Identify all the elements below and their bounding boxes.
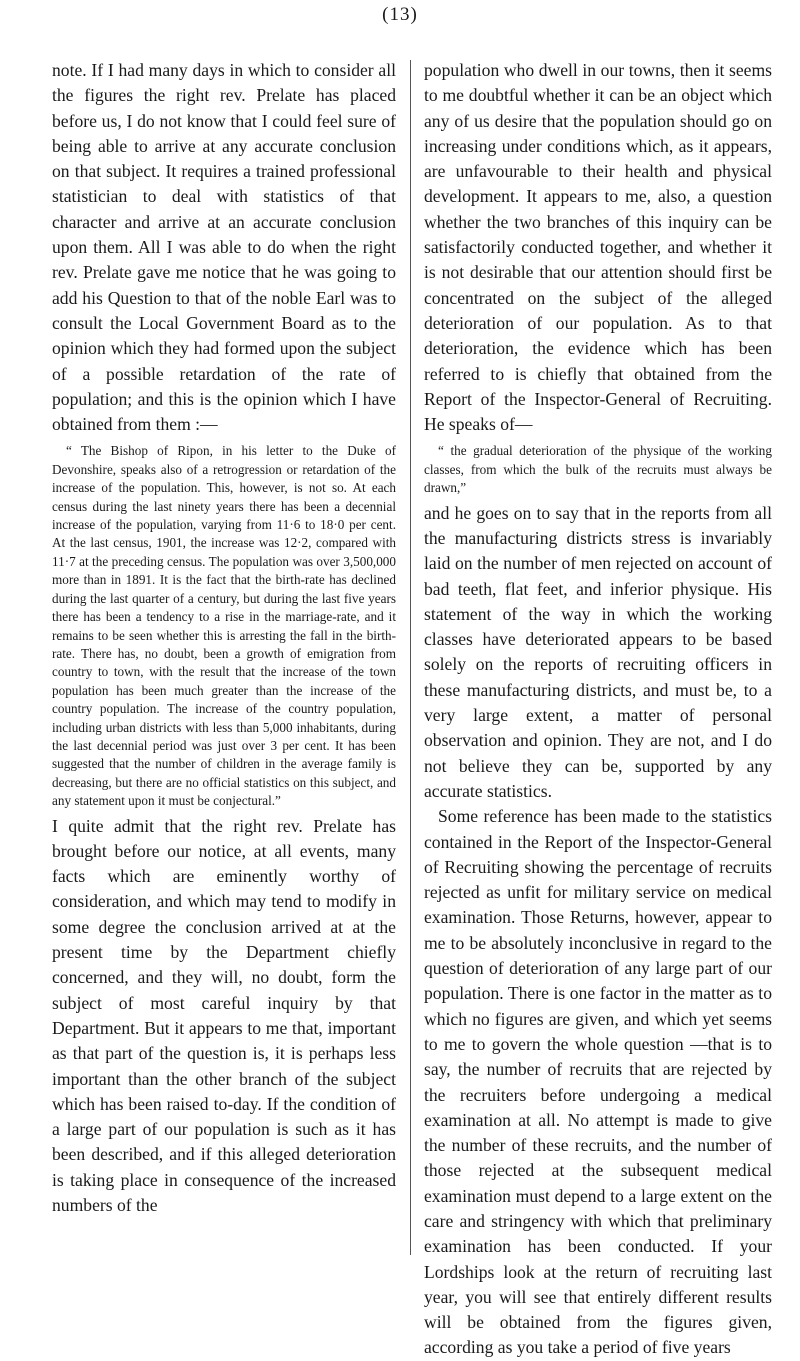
column-divider (410, 60, 411, 1255)
page-number: (13) (382, 4, 418, 25)
left-paragraph-1: note. If I had many days in which to consider all the figures the right rev. Prelate has placed before us, I do not know that I could feel sure of being able to arrive at any accurate conclusion on that subject. It requires a trained professional statistician to deal with statistics of that character and arrive at an accurate conclusion upon them. All I was able to do when the right rev. Prelate gave me notice that he was going to add his Question to that of the noble Earl was to consult the Local Government Board as to the opinion which they had formed upon the subject of a possible retardation of the rate of population; and this is the opinion which I have obtained from them :— (52, 60, 396, 435)
right-paragraph-3: Some reference has been made to the statistics contained in the Report of the Inspector-General of Recruiting showing the percentage of recruits rejected as unfit for military service on medical examination. Those Returns, however, appear to me to be absolutely inconclusive in regard to the question of deterioration of any large part of our population. There is one factor in the matter as to which no figures are given, and which yet seems to me to govern the whole question —that is to say, the number of recruits that are rejected by the recruiters before undergoing a medical examination at all. No attempt is made to give the number of these recruits, and the number of those rejected at the subsequent medical examination must depend to a large extent on the care and stringency with which that preliminary examination has been conducted. If your Lordships look at the return of recruiting last year, you will see that entirely different results will be obtained from the figures given, according as you take a period of five years (424, 806, 772, 1358)
right-block-quote: “ the gradual deterioration of the physique of the working classes, from which the bulk of the recruits must always be drawn,” (424, 443, 772, 496)
left-block-quote: “ The Bishop of Ripon, in his letter to the Duke of Devonshire, speaks also of a retrogression or retardation of the increase of the population. This, however, is not so. At each census during the last ninety years there has been a decennial increase of the population, varying from 11·6 to 18·0 per cent. At the last census, 1901, the increase was 12·2, compared with 11·7 at the preceding census. The population was over 3,500,000 more than in 1891. It is the fact that the birth-rate has declined during the last quarter of a century, but during the last five years there has been a tendency to a rise in the marriage-rate, and it remains to be seen whether this is arresting the fall in the birth-rate. There has, no doubt, been a growth of emigration from country to town, with the result that the increase of the town population has been much greater than the increase of the country population. The increase of the country population, including urban districts with less than 5,000 inhabitants, during the last decennial period was just over 3 per cent. It has been suggested that the number of children in the average family is decreasing, but there are no official statistics on this subject, and any statement upon it must be conjectural.” (52, 443, 396, 809)
right-column (424, 58, 772, 1361)
right-paragraph-1: population who dwell in our towns, then it seems to me doubtful whether it can be an object which any of us desire that the population should go on increasing under conditions which, as it appears, are unfavourable to their health and physical development. It appears to me, also, a question whether the two branches of this inquiry can be satisfactorily conducted together, and whether it is not desirable that our attention should first be concentrated on the subject of the alleged deterioration of our population. As to that deterioration, the evidence which has been referred to is chiefly that obtained from the Report of the Inspector-General of Recruiting. He speaks of— (424, 60, 772, 435)
left-paragraph-2: I quite admit that the right rev. Prelate has brought before our notice, at all events, many facts which are eminently worthy of consideration, and which may tend to modify in some degree the conclusion arrived at at the present time by the Department chiefly concerned, and they will, no doubt, form the subject of most careful inquiry by that Department. But it appears to me that, important as that part of the question is, it is perhaps less important than the other branch of the subject which has been raised to-day. If the condition of a large part of our population is such as it has been described, and if this alleged deterioration is taking place in consequence of the increased numbers of the (52, 815, 396, 1216)
left-column (52, 58, 396, 1218)
right-paragraph-2: and he goes on to say that in the reports from all the manufacturing districts stress is invariably laid on the number of men rejected on account of bad teeth, flat feet, and inferior physique. His statement of the way in which the working classes have deteriorated appears to be based solely on the reports of recruiting officers in these manufacturing districts, and must be, to a very large extent, a matter of personal observation and opinion. They are not, and I do not believe they can be, supported by any accurate statistics. (424, 502, 772, 801)
